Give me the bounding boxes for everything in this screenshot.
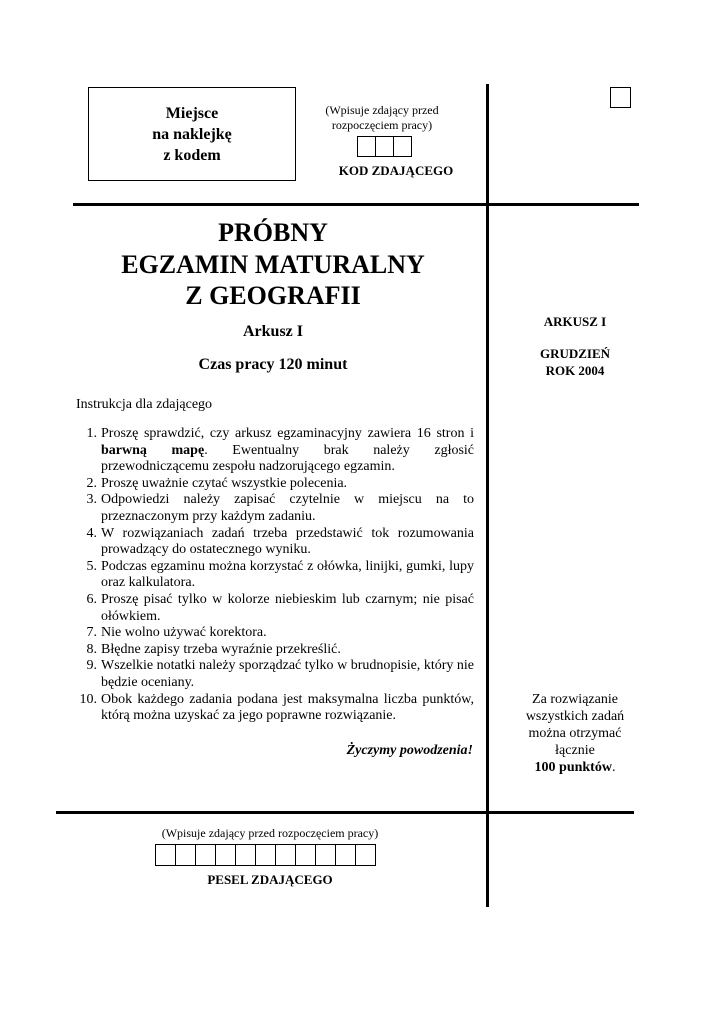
instruction-number: 2. bbox=[86, 475, 97, 491]
instruction-text: Proszę uważnie czytać wszystkie polecenia. bbox=[101, 475, 348, 491]
sticker-line-2: na naklejkę bbox=[152, 125, 232, 143]
code-note-line-2: rozpoczęciem pracy) bbox=[331, 118, 433, 132]
instruction-text bbox=[97, 426, 474, 476]
pesel-cell[interactable] bbox=[315, 844, 336, 866]
pesel-label: PESEL ZDAJĄCEGO bbox=[207, 872, 333, 887]
instruction-item bbox=[76, 492, 474, 525]
code-label: KOD ZDAJĄCEGO bbox=[338, 163, 454, 178]
score-dot: . bbox=[611, 760, 616, 775]
side-sheet-label: ARKUSZ I bbox=[543, 314, 607, 329]
instruction-number: 7. bbox=[86, 625, 97, 641]
score-line-4: łącznie bbox=[555, 743, 595, 758]
corner-box bbox=[610, 87, 631, 108]
instruction-item bbox=[76, 476, 474, 493]
instruction-item bbox=[76, 658, 474, 691]
code-cell[interactable] bbox=[375, 136, 394, 157]
instruction-number: 3. bbox=[86, 492, 97, 508]
title-line-3: Z GEOGRAFII bbox=[185, 281, 361, 310]
title-line-1: PRÓBNY bbox=[218, 218, 328, 247]
instruction-bold-word: mapę bbox=[171, 442, 205, 458]
sticker-line-3: z kodem bbox=[163, 146, 221, 164]
code-cells[interactable] bbox=[357, 136, 412, 157]
instruction-item bbox=[76, 426, 474, 476]
pesel-cell[interactable] bbox=[155, 844, 176, 866]
instruction-number: 6. bbox=[86, 591, 97, 607]
pesel-cell[interactable] bbox=[355, 844, 376, 866]
instruction-number: 8. bbox=[86, 641, 97, 657]
score-info bbox=[500, 691, 650, 776]
instruction-text: Proszę pisać tylko w kolorze niebieskim lub czarnym; nie pisać ołówkiem. bbox=[101, 591, 474, 624]
score-points: 100 punktów bbox=[534, 760, 612, 775]
pesel-note: (Wpisuje zdający przed rozpoczęciem pracy) bbox=[161, 826, 379, 840]
pesel-cells[interactable] bbox=[155, 844, 376, 866]
code-cell[interactable] bbox=[357, 136, 376, 157]
instruction-number: 10. bbox=[79, 691, 97, 707]
pesel-cell[interactable] bbox=[215, 844, 236, 866]
vertical-divider bbox=[486, 84, 489, 907]
instruction-item bbox=[76, 625, 474, 642]
instruction-item bbox=[76, 642, 474, 659]
pesel-cell[interactable] bbox=[275, 844, 296, 866]
pesel-cell[interactable] bbox=[195, 844, 216, 866]
instruction-text: Błędne zapisy trzeba wyraźnie przekreślić. bbox=[101, 641, 341, 657]
good-luck-wish: Życzymy powodzenia! bbox=[346, 743, 473, 758]
instruction-text: Obok każdego zadania podana jest maksymalna liczba punktów, którą można uzyskać za jego poprawne rozwiązanie. bbox=[101, 691, 474, 724]
instruction-text: Podczas egzaminu można korzystać z ołówka, linijki, gumki, lupy oraz kalkulatora. bbox=[101, 558, 474, 591]
instructions-heading: Instrukcja dla zdającego bbox=[76, 397, 213, 412]
code-cell[interactable] bbox=[393, 136, 412, 157]
side-year-label: ROK 2004 bbox=[545, 363, 605, 378]
pesel-cell[interactable] bbox=[255, 844, 276, 866]
bottom-horizontal-divider bbox=[56, 811, 634, 814]
pesel-cell[interactable] bbox=[335, 844, 356, 866]
instruction-item bbox=[76, 526, 474, 559]
title-line-2: EGZAMIN MATURALNY bbox=[121, 250, 425, 279]
score-line-3: można otrzymać bbox=[528, 726, 622, 741]
instruction-item bbox=[76, 559, 474, 592]
sheet-label: Arkusz I bbox=[242, 323, 303, 340]
instruction-number: 9. bbox=[86, 658, 97, 674]
instruction-text: Nie wolno używać korektora. bbox=[101, 625, 267, 641]
score-line-1: Za rozwiązanie bbox=[532, 692, 618, 707]
top-horizontal-divider bbox=[73, 203, 639, 206]
instruction-number: 1. bbox=[86, 426, 97, 441]
score-line-2: wszystkich zadań bbox=[525, 709, 625, 724]
instruction-text: Wszelkie notatki należy sporządzać tylko w brudnopisie, który nie będzie oceniany. bbox=[101, 658, 474, 690]
instructions-list bbox=[76, 426, 474, 725]
instruction-text: W rozwiązaniach zadań trzeba przedstawić tok rozumowania prowadzący do ostatecznego wyniku. bbox=[101, 525, 474, 558]
score-line-5 bbox=[500, 759, 650, 776]
instruction-item bbox=[76, 692, 474, 725]
instruction-item bbox=[76, 592, 474, 625]
sticker-box bbox=[88, 87, 296, 181]
instruction-text: Odpowiedzi należy zapisać czytelnie w miejscu na to przeznaczonym przy każdym zadaniu. bbox=[101, 492, 474, 524]
pesel-cell[interactable] bbox=[175, 844, 196, 866]
code-note-line-1: (Wpisuje zdający przed bbox=[325, 103, 439, 117]
side-month-label: GRUDZIEŃ bbox=[539, 346, 611, 361]
sticker-line-1: Miejsce bbox=[165, 104, 219, 122]
time-label: Czas pracy 120 minut bbox=[198, 356, 348, 373]
instruction-text-part: . Ewentualny brak należy zgłosić przewodniczącemu zespołu nadzorującego egzamin. bbox=[101, 442, 475, 475]
pesel-cell[interactable] bbox=[295, 844, 316, 866]
instruction-space bbox=[147, 443, 172, 458]
code-note bbox=[316, 103, 448, 133]
instruction-text-part: Proszę sprawdzić, czy arkusz egzaminacyjny zawiera 16 stron i bbox=[101, 426, 474, 441]
instruction-number: 4. bbox=[86, 525, 97, 541]
pesel-cell[interactable] bbox=[235, 844, 256, 866]
instruction-number: 5. bbox=[86, 558, 97, 574]
instruction-bold-word: barwną bbox=[101, 442, 147, 458]
